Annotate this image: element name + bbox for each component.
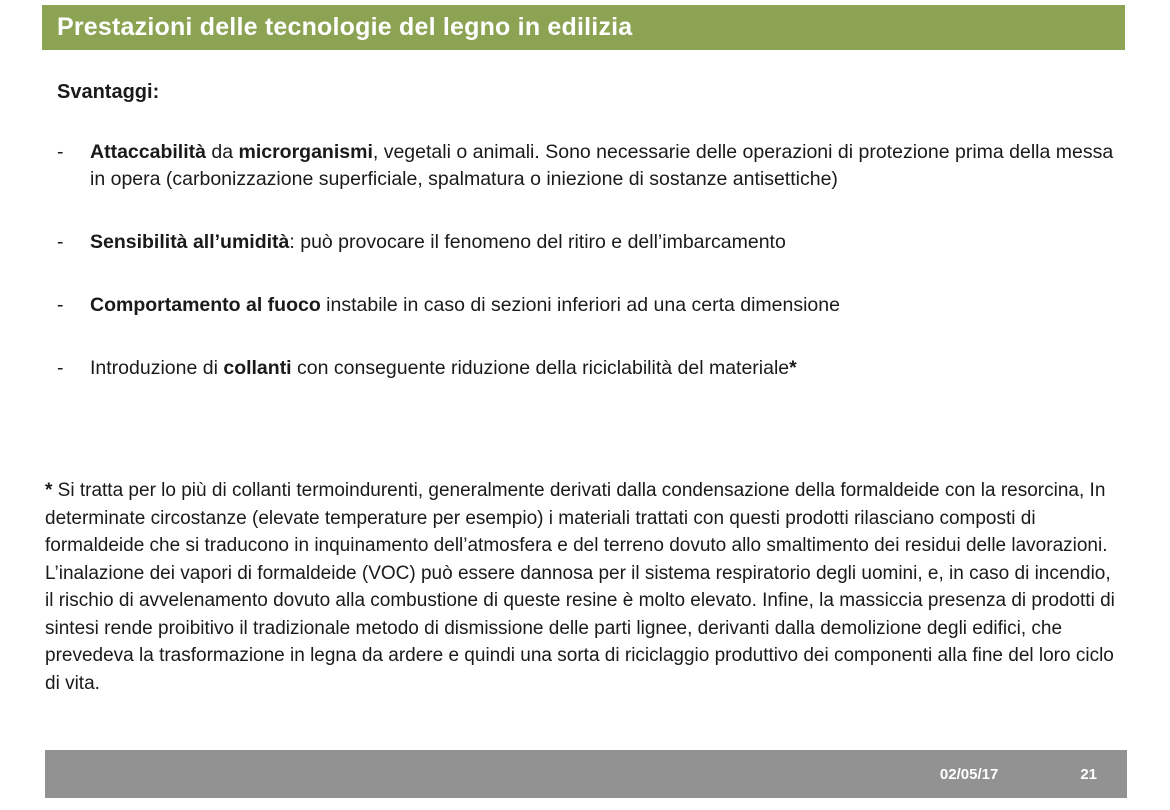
bold-text-run: * xyxy=(789,357,797,379)
bullet-text xyxy=(90,355,1119,382)
bullet-text xyxy=(90,139,1119,193)
bullet-text xyxy=(90,229,1119,256)
bullet-marker: - xyxy=(57,357,64,379)
slide-title-bar xyxy=(42,5,1125,50)
slide-title: Prestazioni delle tecnologie del legno in edilizia xyxy=(57,13,633,41)
text-run: instabile in caso di sezioni inferiori ad una certa dimensione xyxy=(320,294,840,316)
text-run: con conseguente riduzione della riciclabilità del materiale xyxy=(291,357,790,379)
bullet-item xyxy=(57,355,1119,382)
bullet-marker: - xyxy=(57,294,64,316)
section-heading: Svantaggi: xyxy=(57,81,160,103)
bold-text-run: Comportamento al fuoco xyxy=(90,294,321,316)
bold-text-run: Sensibilità all’umidità xyxy=(90,231,290,253)
bullet-marker: - xyxy=(57,231,64,253)
footer-page-number: 21 xyxy=(1080,765,1097,783)
bullet-item xyxy=(57,292,1119,319)
bullet-marker: - xyxy=(57,141,64,163)
footer-bar xyxy=(45,750,1127,798)
footnote: * Si tratta per lo più di collanti termoindurenti, generalmente derivati dalla condensazione della formaldeide con la resorcina, In determinate circostanze (elevate temperature per esempio) i materiali trattati con questi prodotti rilasciano composti di formaldeide che si traducono in inquinamento dell’atmosfera e del terreno dovuto allo smaltimento dei residui delle lavorazioni. L’inalazione dei vapori di formaldeide (VOC) può essere dannosa per il sistema respiratorio degli uomini, e, in caso di incendio, il rischio di avvelenamento dovuto alla combustione di queste resine è molto elevato. Infine, la massiccia presenza di prodotti di sintesi rende proibitivo il tradizionale metodo di dismissione delle parti lignee, derivanti dalla demolizione degli edifici, che prevedeva la trasformazione in legna da ardere e quindi una sorta di riciclaggio produttivo dei componenti alla fine del loro ciclo di vita. xyxy=(45,480,1115,694)
bullet-list xyxy=(57,139,1119,418)
bullet-item xyxy=(57,139,1119,193)
text-run: : può provocare il fenomeno del ritiro e dell’imbarcamento xyxy=(289,231,786,253)
footer-date: 02/05/17 xyxy=(939,765,999,783)
text-run: Introduzione di xyxy=(90,357,224,379)
bold-text-run: microrganismi xyxy=(238,141,373,163)
bold-text-run: collanti xyxy=(223,357,292,379)
bold-text-run: Attaccabilità xyxy=(90,141,206,163)
footnote-asterisk: * xyxy=(45,480,53,501)
text-run: , vegetali o animali. Sono necessarie delle operazioni di protezione prima della messa in opera (carbonizzazione superficiale, spalmatura o iniezione di sostanze antisettiche) xyxy=(90,141,1114,190)
bullet-item xyxy=(57,229,1119,256)
text-run: da xyxy=(205,141,239,163)
bullet-text xyxy=(90,292,1119,319)
